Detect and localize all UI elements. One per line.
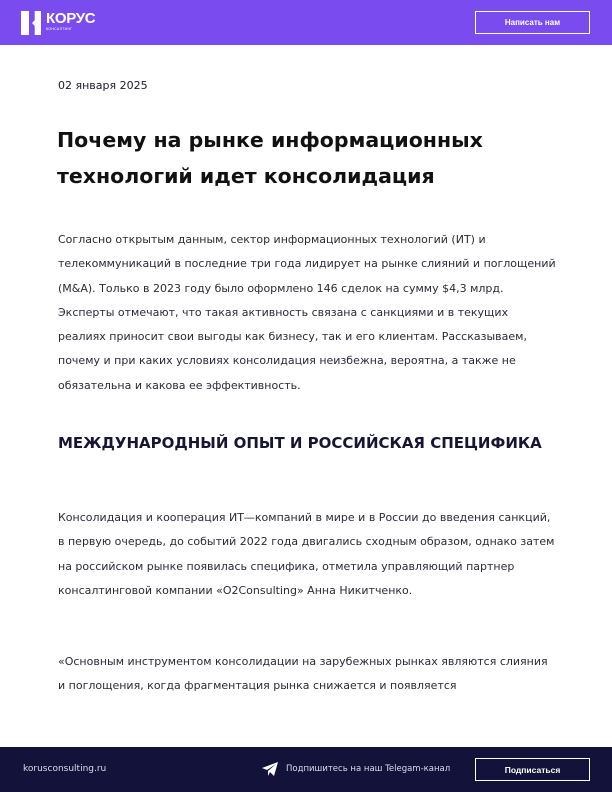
logo-mark-icon — [21, 11, 43, 35]
header — [0, 0, 612, 45]
telegram-promo[interactable] — [262, 762, 450, 776]
article-intro: Согласно открытым данным, сектор информационных технологий (ИТ) и телекоммуникаций в последние три года лидирует на рынке слияний и поглощений (M&A). Только в 2023 году было оформлено 146 сделок на сумму $4,3 млрд. Эксперты отмечают, что такая активность связана с санкциями и в текущих реалиях приносит свои выгоды как бизнесу, так и его клиентам. Рассказываем, почему и при каких условиях консолидация неизбежна, вероятна, а также не обязательна и какова ее эффективность. — [58, 233, 556, 392]
subscribe-button[interactable]: Подписаться — [475, 758, 590, 781]
site-link[interactable]: korusconsulting.ru — [23, 764, 107, 774]
article-date: 02 января 2025 — [58, 79, 148, 92]
telegram-text: Подпишитесь на наш Telegam-канал — [286, 764, 451, 774]
logo[interactable] — [21, 11, 95, 35]
article-paragraph: Консолидация и кооперация ИТ—компаний в мире и в России до введения санкций, в первую очередь, до событий 2022 года двигались сходным образом, однако затем на российском рынке появилась специфика, отметила управляющий партнер консалтинговой компании «O2Consulting» Анна Никитченко. — [58, 511, 555, 597]
section-heading: МЕЖДУНАРОДНЫЙ ОПЫТ И РОССИЙСКАЯ СПЕЦИФИКА — [58, 434, 542, 452]
article-paragraph: «Основным инструментом консолидации на зарубежных рынках являются слияния и поглощения, когда фрагментация рынка снижается и появляется — [58, 655, 548, 693]
article-title: Почему на рынке информационных технологий идет консолидация — [57, 128, 483, 188]
write-us-button[interactable]: Написать нам — [475, 11, 590, 34]
footer — [0, 747, 612, 792]
logo-subtitle: КОНСАЛТИНГ — [46, 27, 73, 31]
logo-text: КОРУС — [46, 10, 96, 27]
telegram-icon — [262, 762, 278, 776]
